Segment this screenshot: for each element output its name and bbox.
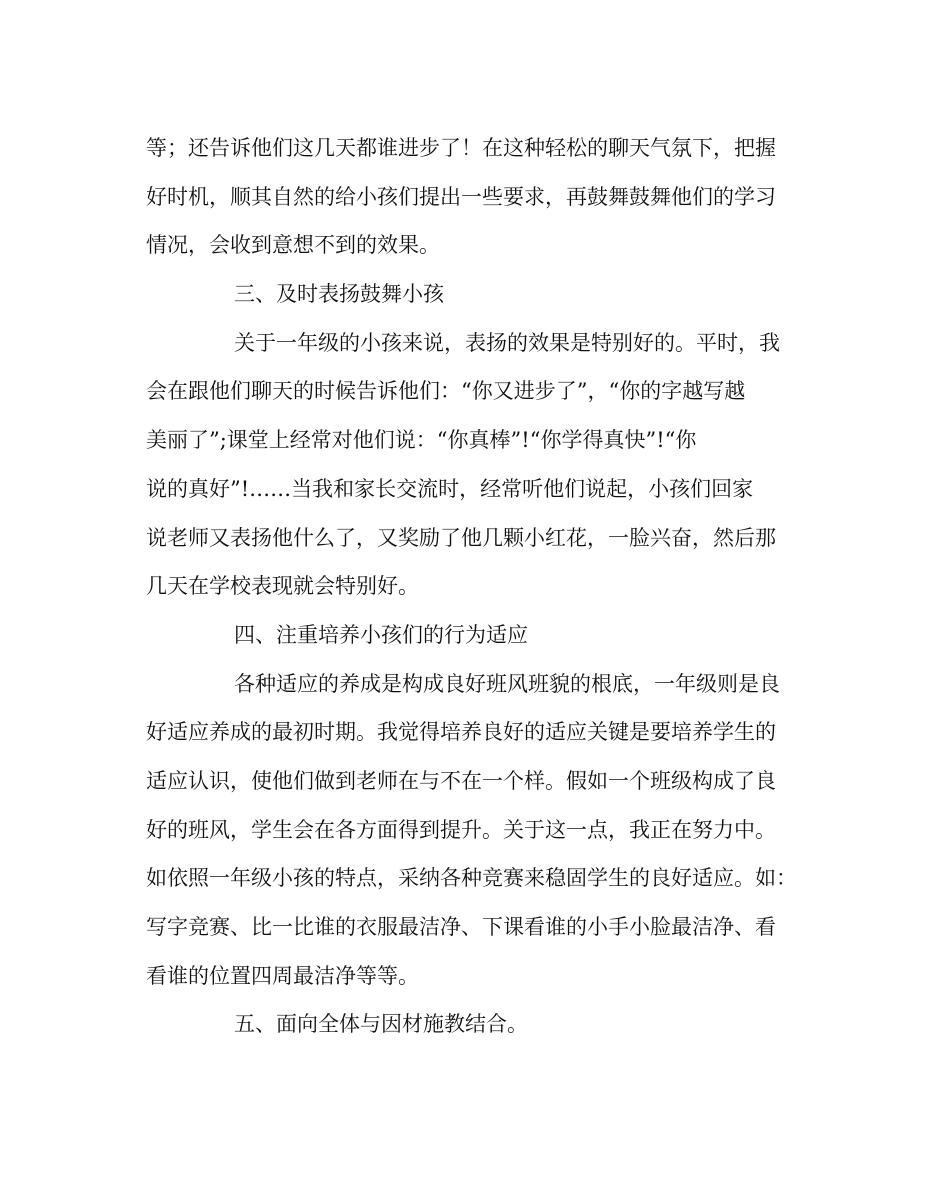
text-line: 各种适应的养成是构成良好班风班貌的根底，一年级则是良 bbox=[234, 671, 780, 696]
text-line: 好的班风，学生会在各方面得到提升。关于这一点，我正在努力中。 bbox=[146, 817, 776, 842]
text-line: 好时机，顺其自然的给小孩们提出一些要求，再鼓舞鼓舞他们的学习 bbox=[146, 184, 776, 209]
text-line: 美丽了”;课堂上经常对他们说：“你真棒”!“你学得真快”!“你 bbox=[146, 428, 697, 453]
text-line: 说老师又表扬他什么了，又奖励了他几颗小红花，一脸兴奋，然后那 bbox=[146, 525, 776, 550]
document-body bbox=[146, 124, 806, 1049]
text-line: 写字竞赛、比一比谁的衣服最洁净、下课看谁的小手小脸最洁净、看 bbox=[146, 915, 776, 939]
text-line: 如依照一年级小孩的特点，采纳各种竞赛来稳固学生的良好适应。如： bbox=[146, 866, 797, 891]
text-line: 适应认识，使他们做到老师在与不在一个样。假如一个班级构成了良 bbox=[146, 768, 776, 793]
text-line: 等；还告诉他们这几天都谁进步了！在这种轻松的聊天气氛下，把握 bbox=[146, 136, 776, 160]
text-line: 好适应养成的最初时期。我觉得培养良好的适应关键是要培养学生的 bbox=[146, 720, 776, 745]
text-line: 会在跟他们聊天的时候告诉他们：“你又进步了”，“你的字越写越 bbox=[146, 379, 746, 404]
text-line: 说的真好”!……当我和家长交流时，经常听他们说起，小孩们回家 bbox=[146, 476, 754, 501]
text-line: 关于一年级的小孩来说，表扬的效果是特别好的。平时，我 bbox=[234, 330, 780, 355]
text-line: 三、及时表扬鼓舞小孩 bbox=[234, 282, 444, 307]
text-line: 看谁的位置四周最洁净等等。 bbox=[146, 963, 419, 988]
text-line: 几天在学校表现就会特别好。 bbox=[146, 574, 419, 599]
text-line: 五、面向全体与因材施教结合。 bbox=[234, 1012, 528, 1037]
text-line: 情况，会收到意想不到的效果。 bbox=[146, 233, 440, 258]
text-line: 四、注重培养小孩们的行为适应 bbox=[234, 622, 528, 647]
